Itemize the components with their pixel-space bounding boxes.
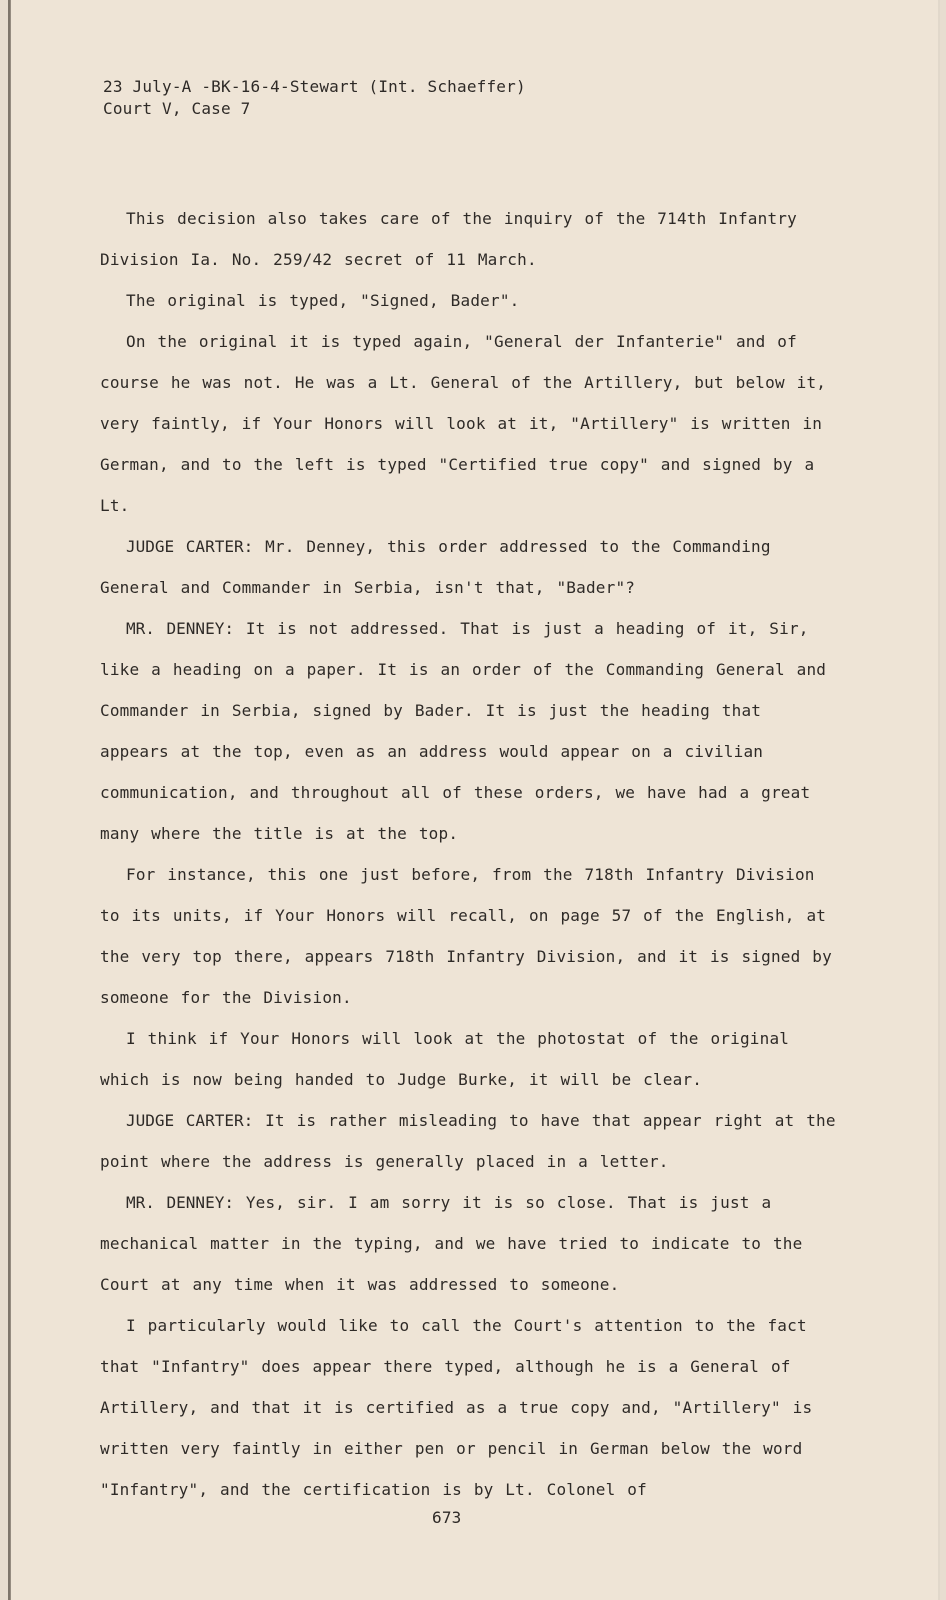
paragraph [100,854,840,1018]
paragraph [100,1182,840,1305]
paragraph [100,280,840,321]
page-number: 673 [432,1508,462,1527]
paragraph-text: I particularly would like to call the Court's attention to the fact that "Infantry" does appear there typed, although he is a General of Artillery, and that it is certified as a true copy and, "Artillery" is written very faintly in either pen or pencil in German below the word "Infantry", and the certification is by Lt. Colonel of [100,1316,813,1499]
document-page [8,0,940,1600]
paragraph-text: It is rather misleading to have that appear right at the point where the address is generally placed in a letter. [100,1111,836,1171]
transcript-body [100,198,840,1510]
paragraph-text: It is not addressed. That is just a heading of it, Sir, like a heading on a paper. It is an order of the Commanding General and Commander in Serbia, signed by Bader. It is just the heading that appears at the top, even as an address would appear on a civilian communication, and throughout all of these orders, we have had a great many where the title is at the top. [100,619,827,843]
paragraph [100,1100,840,1182]
speaker-label: MR. DENNEY: [126,1193,234,1212]
paragraph-text: On the original it is typed again, "General der Infanterie" and of course he was not. He was a Lt. General of the Artillery, but below it, very faintly, if Your Honors will look at it, "Artillery" is written in German, and to the left is typed "Certified true copy" and signed by a Lt. [100,332,827,515]
speaker-label: JUDGE CARTER: [126,537,254,556]
paragraph [100,1018,840,1100]
paragraph [100,198,840,280]
paragraph [100,321,840,526]
document-header [103,76,526,120]
paragraph-text: This decision also takes care of the inquiry of the 714th Infantry Division Ia. No. 259/42 secret of 11 March. [100,209,797,269]
paragraph-text: For instance, this one just before, from the 718th Infantry Division to its units, if Your Honors will recall, on page 57 of the English, at the very top there, appears 718th Infantry Division, and it is signed by someone for the Division. [100,865,832,1007]
paragraph-text: Mr. Denney, this order addressed to the Commanding General and Commander in Serbia, isn't that, "Bader"? [100,537,771,597]
paragraph-text: Yes, sir. I am sorry it is so close. That is just a mechanical matter in the typing, and we have tried to indicate to the Court at any time when it was addressed to someone. [100,1193,803,1294]
header-reference-line: 23 July-A -BK-16-4-Stewart (Int. Schaeffer) [103,77,526,96]
paragraph-text: The original is typed, "Signed, Bader". [126,291,520,310]
speaker-label: JUDGE CARTER: [126,1111,254,1130]
paragraph-text: I think if Your Honors will look at the photostat of the original which is now being handed to Judge Burke, it will be clear. [100,1029,790,1089]
paragraph [100,608,840,854]
header-court-line: Court V, Case 7 [103,99,251,118]
speaker-label: MR. DENNEY: [126,619,234,638]
paragraph [100,1305,840,1510]
paragraph [100,526,840,608]
